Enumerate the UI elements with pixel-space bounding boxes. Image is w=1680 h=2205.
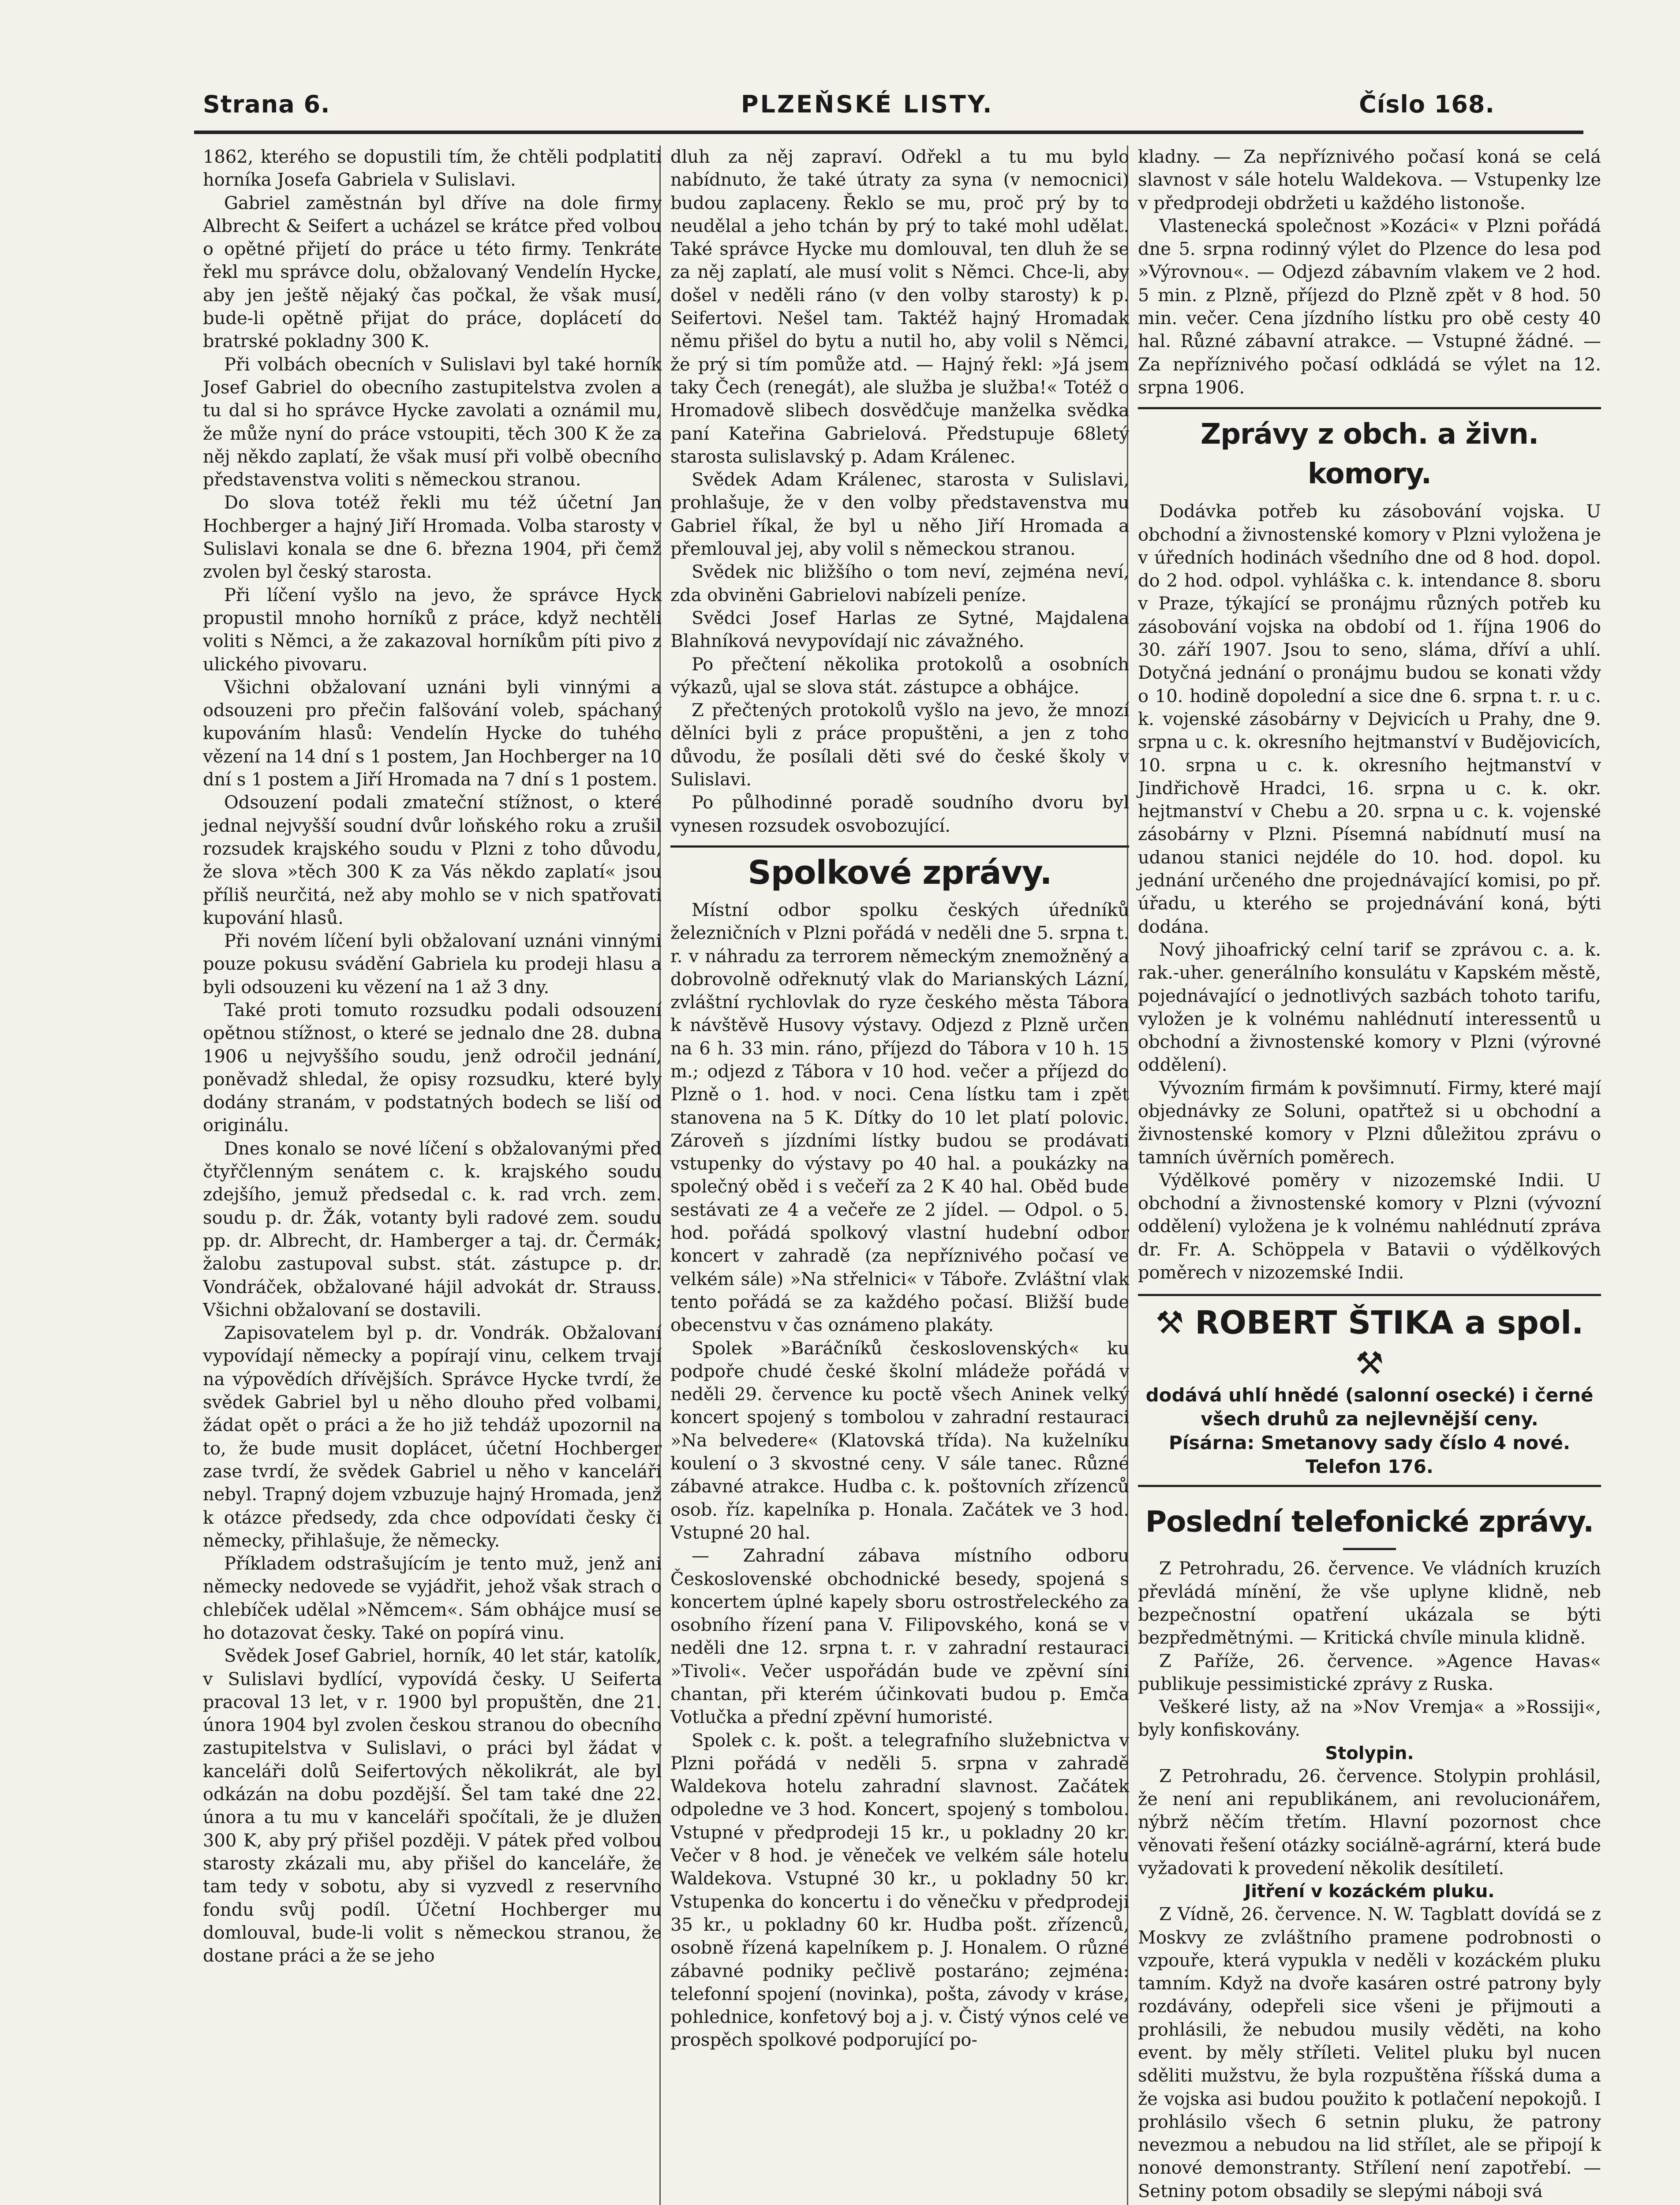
column-1 [203, 146, 662, 1967]
article-paragraph: Po přečtení několika protokolů a osobních výkazů, ujal se slova stát. zástupce a obhájce. [670, 654, 1129, 698]
article-paragraph: Dnes konalo se nové líčení s obžalovanými před čtyřčlenným senátem c. k. krajského soudu zdejšího, jemuž předsedal c. k. rad vrch. zem. soudu p. dr. Žák, votanty byli radové zem. soudu pp. dr. Albrecht, dr. Hamberger a taj. dr. Čermák; žalobu zastupoval subst. stát. zástupce p. dr. Vondráček, obžalované hájil advokát dr. Strauss. Všichni obžalovaní se dostavili. [203, 1138, 662, 1320]
page-number: Strana 6. [203, 90, 330, 118]
article-paragraph: Také proti tomuto rozsudku podali odsouzení opětnou stížnost, o které se jednalo dne 28. dubna 1906 u nejvyššího soudu, jenž odročil jednání, poněvadž shledal, že opisy rozsudku, které byly dodány stranám, v podstatných bodech se liší od originálu. [203, 1000, 662, 1136]
article-paragraph: Spolek »Baráčníků československých« ku podpoře chudé české školní mládeže pořádá v neděli 29. července ku poctě všech Aninek velký koncert spojený s tombolou v zahradní restauraci »Na belvedere« (Klatovská třída). Na kuželníku koulení o 3 skvostné ceny. V sále tanec. Různé zábavné atrakce. Hudba c. k. poštovních zřízenců osob. říz. kapelníka p. Honala. Začátek ve 3 hod. Vstupné 20 hal. [670, 1338, 1129, 1543]
column-3 [1138, 146, 1601, 2203]
section-heading-komora: Zprávy z obch. a živn. komory. [1138, 407, 1601, 494]
article-paragraph: Místní odbor spolku českých úředníků železničních v Plzni pořádá v neděli dne 5. srpna t. r. v náhradu za terrorem německým znemožněný a dobrovolně odřeknutý vlak do Marianských Lázní, zvláštní rychlovlak do ryze českého města Tábora k návštěvě Husovy výstavy. Odjezd z Plzně určen na 6 h. 33 min. ráno, příjezd do Tábora v 10 h. 15 m.; odjezd z Tábora v 10 hod. večer a příjezd do Plzně o 1. hod. v noci. Cena lístku tam i zpět stanovena na 5 K. Dítky do 10 let platí polovic. Zároveň s jízdními lístky budou se prodávati vstupenky do výstavy po 40 hal. a poukázky na společný oběd i s večeří za 2 K 40 hal. Oběd bude sestávati ze 4 a večeře ze 2 jídel. — Odpol. o 5. hod. pořádá spolkový vlastní hudební odbor koncert v zahradě (za nepříznivého počasí ve velkém sále) »Na střelnici« v Táboře. Zvláštní vlak tento pořádá se za každého počasí. Bližší bude obecenstvu v čas oznámeno plakáty. [670, 900, 1129, 1336]
article-paragraph: Při líčení vyšlo na jevo, že správce Hyck propustil mnoho horníků z práce, když nechtěli voliti s Němci, a že zakazoval horníkům píti pivo z ulického pivovaru. [203, 585, 662, 675]
article-paragraph: Spolek c. k. pošt. a telegrafního služebnictva v Plzni pořádá v neděli 5. srpna v zahradě Waldekova hotelu zahradní slavnost. Začátek odpoledne ve 3 hod. Koncert, spojený s tombolou. Vstupné v předprodeji 15 kr., u pokladny 20 kr. Večer v 8 hod. je věneček ve velkém sále hotelu Waldekova. Vstupné 30 kr., u pokladny 50 kr. Vstupenka do koncertu i do věnečku v předprodeji 35 kr., u pokladny 60 kr. Hudba pošt. zřízenců, osobně řízená kapelníkem p. J. Honalem. O různé zábavné podniky pečlivě postaráno; zejména: telefonní spojení (novinka), pošta, závody v kráse, pohlednice, konfetový boj a j. v. Čistý výnos celé ve prospěch spolkové podporující po- [670, 1730, 1129, 2051]
article-paragraph: Dodávka potřeb ku zásobování vojska. U obchodní a živnostenské komory v Plzni vyložena je v úředních hodinách všedního dne od 8 hod. dopol. do 2 hod. odpol. vyhláška c. k. intendance 8. sboru v Praze, týkající se pronájmu různých potřeb ku zásobování vojska na období od 1. října 1906 do 30. září 1907. Jsou to seno, sláma, dříví a uhlí. Dotyčná jednání o pronájmu budou se konati vždy o 10. hodině dopolední a sice dne 6. srpna t. r. u c. k. vojenské zásobárny v Dejvicích u Prahy, dne 9. srpna u c. k. okresního hejtmanství v Budějovicích, 10. srpna u c. k. okresního hejtmanství v Jindřichově Hradci, 16. srpna u c. k. okr. hejtmanství v Chebu a 20. srpna u c. k. vojenské zásobárny v Plzni. Písemná nabídnutí musí na udanou stanici nejdéle do 10. hod. dopol. ku jednání určeného dne projednávající komisi, po př. úřadu, u kterého se projednávání koná, býti dodána. [1138, 501, 1601, 937]
article-paragraph: Nový jihoafrický celní tarif se zprávou c. a. k. rak.-uher. generálního konsulátu v Kapském městě, pojednávající o jednotlivých sazbách tohoto tarifu, vyložen je k volnému nahlédnutí interessentů u obchodní a živnostenské komory v Plzni (výrovné oddělení). [1138, 939, 1601, 1076]
article-paragraph: dluh za něj zapraví. Odřekl a tu mu bylo nabídnuto, že také útraty za syna (v nemocnici) budou zaplaceny. Řeklo se mu, proč prý by to neudělal a jeho tchán by prý to také mohl udělat. Také správce Hycke mu domlouval, ten dluh že se za něj zaplatí, ale musí volit s Němci. Chce-li, aby došel v neděli ráno (v den volby starosty) k p. Seifertovi. Nešel tam. Taktéž hajný Hromadak němu přišel do bytu a nutil ho, aby volil s Němci, že prý si tím pomůže atd. — Hajný řekl: »Já jsem taky Čech (renegát), ale služba je služba!« Totéž o Hromadově slibech dosvědčuje manželka svědka paní Kateřina Gabrielová. Předstupuje 68letý starosta sulislavský p. Adam Králenec. [670, 147, 1129, 467]
article-paragraph: Vývozním firmám k povšimnutí. Firmy, které mají objednávky ze Soluni, opatřtež si u obchodní a živnostenské komory v Plzni důležitou zprávu o tamních úvěrních poměrech. [1138, 1078, 1601, 1168]
article-paragraph: Všichni obžalovaní uznáni byli vinnými a odsouzeni pro přečin falšování voleb, spáchaný kupováním hlasů: Vendelín Hycke do tuhého vězení na 14 dní s 1 postem, Jan Hochberger na 10 dní s 1 postem a Jiří Hromada na 7 dní s 1 postem. [203, 677, 662, 790]
hammer-pick-icon: ⚒ [1355, 1345, 1384, 1382]
article-paragraph: Gabriel zaměstnán byl dříve na dole firmy Albrecht & Seifert a ucházel se krátce před volbou o opětné přijetí do práce u této firmy. Tenkráte řekl mu správce dolu, obžalovaný Vendelín Hycke, aby jen ještě nějaký čas počkal, že však musí, bude-li opětně přijat do práce, doplácetí do bratrské pokladny 300 K. [203, 193, 662, 352]
article-paragraph: Zapisovatelem byl p. dr. Vondrák. Obžalovaní vypovídají německy a popírají vinu, celkem trvají na výpovědích dřívějších. Správce Hycke tvrdí, že svědek Gabriel byl u něho dlouho před volbami, žádat opět o práci a že ho již tehdáž upozornil na to, že bude musit doplácet, účetní Hochberger zase tvrdí, že svědek Gabriel u něho v kanceláři nebyl. Trapný dojem vzbuzuje hajný Hromada, jenž k otázce předsedy, zda chce odpovídati česky či německy, přihlašuje, že německy. [203, 1323, 662, 1551]
article-paragraph: Výdělkové poměry v nizozemské Indii. U obchodní a živnostenské komory v Plzni (vývozní oddělení) vyložena je k volnému nahlédnutí zpráva dr. Fr. A. Schöppela v Batavii o výdělkových poměrech v nizozemské Indii. [1138, 1170, 1601, 1283]
article-paragraph: 1862, kterého se dopustili tím, že chtěli podplatiti horníka Josefa Gabriela v Sulislavi. [203, 147, 662, 191]
article-paragraph: Vlastenecká společnost »Kozáci« v Plzni pořádá dne 5. srpna rodinný výlet do Plzence do lesa pod »Výrovnou«. — Odjezd zábavním vlakem ve 2 hod. 5 min. z Plzně, příjezd do Plzně zpět v 8 hod. 50 min. večer. Cena jízdního lístku pro obě cesty 40 hal. Různé zábavní atrakce. — Vstupné žádné. — Za nepříznivého počasí odkládá se výlet na 12. srpna 1906. [1138, 216, 1601, 398]
article-paragraph: Z Paříže, 26. července. »Agence Havas« publikuje pessimistické zprávy z Ruska. [1138, 1651, 1601, 1694]
article-paragraph: Odsouzení podali zmateční stížnost, o které jednal nejvyšší soudní dvůr loňského roku a zrušil rozsudek krajského soudu v Plzni z toho důvodu, že slova »těch 300 K za Vás někdo zaplatí« jsou příliš neurčitá, než aby mohlo se v nich spatřovati kupování hlasů. [203, 792, 662, 928]
article-paragraph: Svědci Josef Harlas ze Sytné, Majdalena Blahníková nevypovídají nic závažného. [670, 608, 1129, 652]
article-paragraph: Po půlhodinné poradě soudního dvoru byl vynesen rozsudek osvobozující. [670, 792, 1129, 836]
article-paragraph: Příkladem odstrašujícím je tento muž, jenž ani německy nedovede se vyjádřit, jehož však strach o chlebíček udělal »Němcem«. Sám obhájce musí se ho dotazovat česky. Také on popírá vinu. [203, 1554, 662, 1643]
ad-company-name: ROBERT ŠTIKA a spol. [1195, 1304, 1584, 1342]
section-heading-telefonicke: Poslední telefonické zprávy. [1145, 1505, 1594, 1539]
header-rule [194, 131, 1583, 134]
article-paragraph: Z Vídně, 26. července. N. W. Tagblatt dovídá se z Moskvy ze zvláštního pramene podrobnosti o vzpouře, která vypukla v neděli v kozáckém pluku tamním. Když na dvoře kasáren ostré patrony byly rozdávány, odepřeli sice všeni je přijmouti a prohlásili, že nebudou musily věděti, na koho event. by měly stříleti. Velitel pluku byl nucen sděliti mužstvu, že byla rozpuštěna říšská duma a že vojska asi budou použito k potlačení nepokojů. I prohlásilo všech 6 setnin pluku, že patrony nevezmou a nebudou na lid střílet, ale se připojí k nonové demonstranty. Střílení není zapotřebí. — Setniny potom obsadily se slepými náboji svá [1138, 1904, 1601, 2201]
article-paragraph: Při novém líčení byli obžalovaní uznáni vinnými pouze pokusu svádění Gabriela ku prodeji hlasu a byli odsouzeni ku vězení na 1 až 3 dny. [203, 931, 662, 998]
column-2 [670, 146, 1129, 2052]
article-paragraph: Do slova totéž řekli mu též účetní Jan Hochberger a hajný Jiří Hromada. Volba starosty v Sulislavi konala se dne 6. března 1904, při čemž zvolen byl český starosta. [203, 493, 662, 583]
issue-number: Číslo 168. [1359, 90, 1495, 118]
ad-title [1138, 1302, 1601, 1383]
article-paragraph: Svědek Josef Gabriel, horník, 40 let stár, katolík, v Sulislavi bydlící, vypovídá česky. U Seiferta pracoval 13 let, v r. 1900 byl propuštěn, dne 21. února 1904 byl zvolen českou stranou do obecního zastupitelstva v Sulislavi, o práci byl žádat v kanceláři dolů Seifertových několikrát, ale byl odkázán na dobu pozdější. Šel tam také dne 22. února a tu mu v kanceláři spočítali, že je dlužen 300 K, aby prý přišel později. V pátek před volbou starosty zkázali mu, aby přišel do kanceláře, že tam tedy v sobotu, aby si vyzvedl z reservního fondu svůj podíl. Účetní Hochberger mu domlouval, bude-li volit s německou stranou, že dostane práci a že se jeho [203, 1646, 662, 1966]
article-paragraph: Z Petrohradu, 26. července. Stolypin prohlásil, že není ani republikánem, ani revolucionářem, nýbrž něčím třetím. Hlavní pozornost chce věnovati řešení otázky sociálně-agrární, která bude vyžadovati k provedení několik desítiletí. [1138, 1766, 1601, 1879]
page-header [71, 90, 1601, 126]
advertisement-stika [1138, 1294, 1601, 1487]
subheading-stolypin: Stolypin. [1325, 1743, 1414, 1764]
ad-address: Písárna: Smetanovy sady číslo 4 nové. [1169, 1432, 1570, 1454]
newspaper-title: PLZEŇSKÉ LISTY. [741, 90, 994, 118]
ad-line: dodává uhlí hnědé (salonní osecké) i černé všech druhů za nejlevnější ceny. [1145, 1384, 1594, 1430]
article-paragraph: Při volbách obecních v Sulislavi byl také horník Josef Gabriel do obecního zastupitelstva zvolen a tu dal si ho správce Hycke zavolati a oznámil mu, že může nyní do práce vstoupiti, těch 300 K že za něj někdo zaplatí, že však musí při volbě obecního představenstva voliti s německou stranou. [203, 354, 662, 490]
divider [1343, 1548, 1396, 1550]
article-paragraph: Veškeré listy, až na »Nov Vremja« a »Rossiji«, byly konfiskovány. [1138, 1697, 1601, 1741]
section-heading-spolkove: Spolkové zprávy. [670, 845, 1129, 893]
article-paragraph: Svědek Adam Králenec, starosta v Sulislavi, prohlašuje, že v den volby představenstva mu Gabriel říkal, že byl u něho Jiří Hromada a přemlouval jej, aby volil s německou stranou. [670, 470, 1129, 560]
subheading-kozak: Jitření v kozáckém pluku. [1244, 1881, 1495, 1902]
article-paragraph: kladny. — Za nepříznivého počasí koná se celá slavnost v sále hotelu Waldekova. — Vstupenky lze v předprodeji obdržeti u každého listonoše. [1138, 147, 1601, 213]
article-paragraph: — Zahradní zábava místního odboru Československé obchodnické besedy, spojená s koncertem úplné kapely sboru ostrostřeleckého za osobního řízení pana V. Filipovského, koná se v neděli dne 12. srpna t. r. v zahradní restauraci »Tivoli«. Večer uspořádán bude ve zpěvní síni chantan, při kterém účinkovati budou p. Emča Votlučka a přední zpěvní humoristé. [670, 1546, 1129, 1728]
article-paragraph: Z přečtených protokolů vyšlo na jevo, že mnozí dělníci byli z práce propuštěni, a jen z toho důvodu, že posílali děti své do české školy v Sulislavi. [670, 700, 1129, 790]
hammer-pick-icon: ⚒ [1155, 1304, 1184, 1342]
article-paragraph: Svědek nic bližšího o tom neví, zejména neví, zda obviněni Gabrielovi nabízeli peníze. [670, 562, 1129, 605]
ad-telephone: Telefon 176. [1306, 1456, 1433, 1478]
article-paragraph: Z Petrohradu, 26. července. Ve vládních kruzích převládá mínění, že vše uplyne klidně, neb bezpečnostní opatření ukázala se býti bezpředmětnými. — Kritická chvíle minula klidně. [1138, 1558, 1601, 1648]
